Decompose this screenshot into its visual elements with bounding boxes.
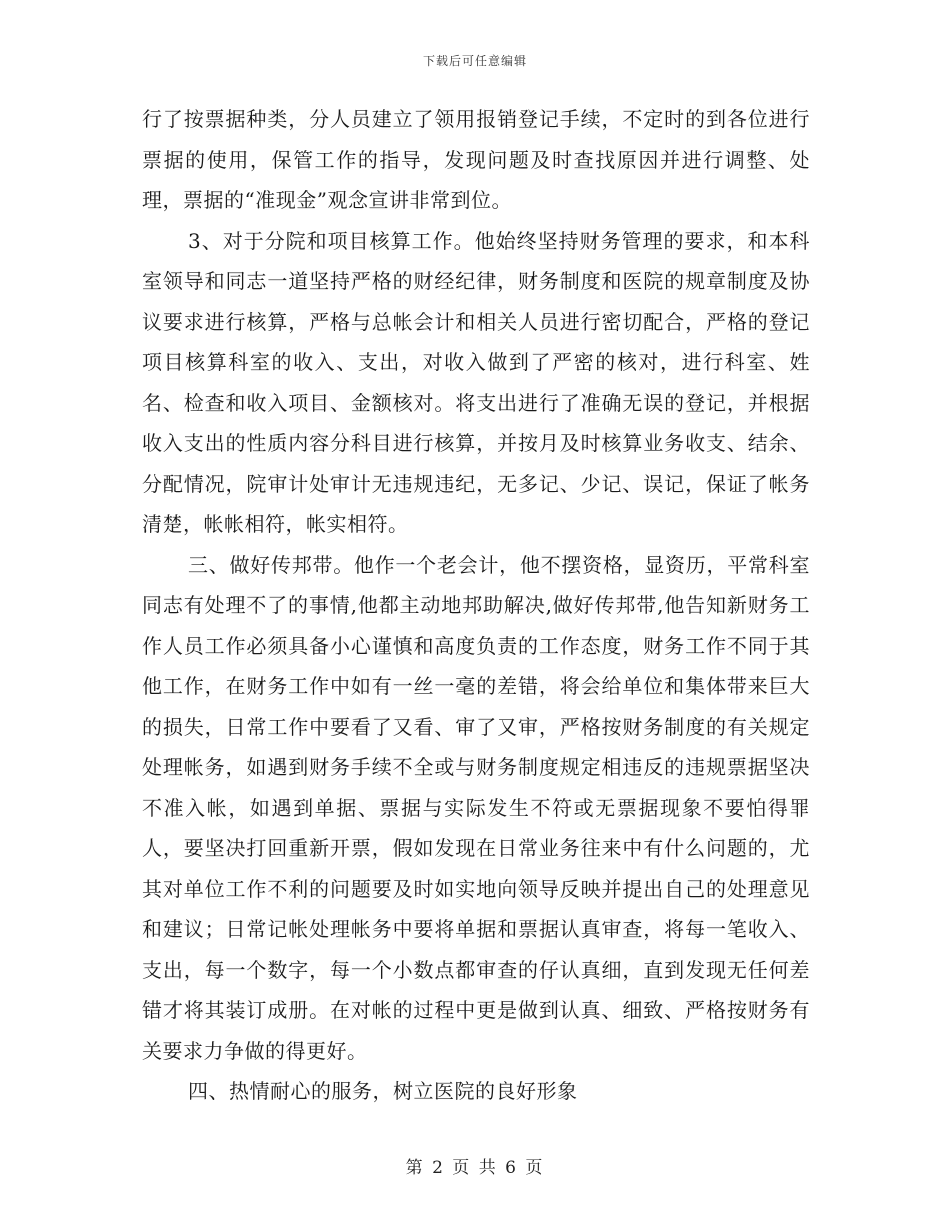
page-header: 下载后可任意编辑 — [422, 54, 527, 68]
document-body — [142, 99, 810, 1112]
page-number: 第 2 页 共 6 页 — [405, 1158, 545, 1178]
paragraph-mentoring: 三、做好传邦带。他作一个老会计，他不摆资格，显资历，平常科室同志有处理不了的事情,他都主动地邦助解决,做好传邦带,他告知新财务工作人员工作必须具备小心谨慎和高度负责的工作态度，财务工作不同于其他工作，在财务工作中如有一丝一毫的差错，将会给单位和集体带来巨大的损失，日常工作中要看了又看、审了又审，严格按财务制度的有关规定处理帐务，如遇到财务手续不全或与财务制度规定相违反的违规票据坚决不准入帐，如遇到单据、票据与实际发生不符或无票据现象不要怕得罪人，要坚决打回重新开票，假如发现在日常业务往来中有什么问题的，尤其对单位工作不利的问题要及时如实地向领导反映并提出自己的处理意见和建议；日常记帐处理帐务中要将单据和票据认真审查，将每一笔收入、支出，每一个数字，每一个小数点都审查的仔认真细，直到发现无任何差错才将其装订成册。在对帐的过程中更是做到认真、细致、严格按财务有关要求力争做的得更好。 — [142, 552, 810, 1063]
paragraph-section-heading: 四、热情耐心的服务，树立医院的良好形象 — [188, 1079, 578, 1103]
paragraph-continued: 行了按票据种类，分人员建立了领用报销登记手续，不定时的到各位进行票据的使用，保管工作的指导，发现问题及时查找原因并进行调整、处理，票据的“准现金”观念宣讲非常到位。 — [142, 107, 810, 212]
paragraph-branch-accounting: 3、对于分院和项目核算工作。他始终坚持财务管理的要求，和本科室领导和同志一道坚持严格的财经纪律，财务制度和医院的规章制度及协议要求进行核算，严格与总帐会计和相关人员进行密切配合，严格的登记项目核算科室的收入、支出，对收入做到了严密的核对，进行科室、姓名、检查和收入项目、金额核对。将支出进行了准确无误的登记，并根据收入支出的性质内容分科目进行核算，并按月及时核算业务收支、结余、分配情况，院审计处审计无违规违纪，无多记、少记、误记，保证了帐务清楚，帐帐相符，帐实相符。 — [142, 228, 810, 536]
